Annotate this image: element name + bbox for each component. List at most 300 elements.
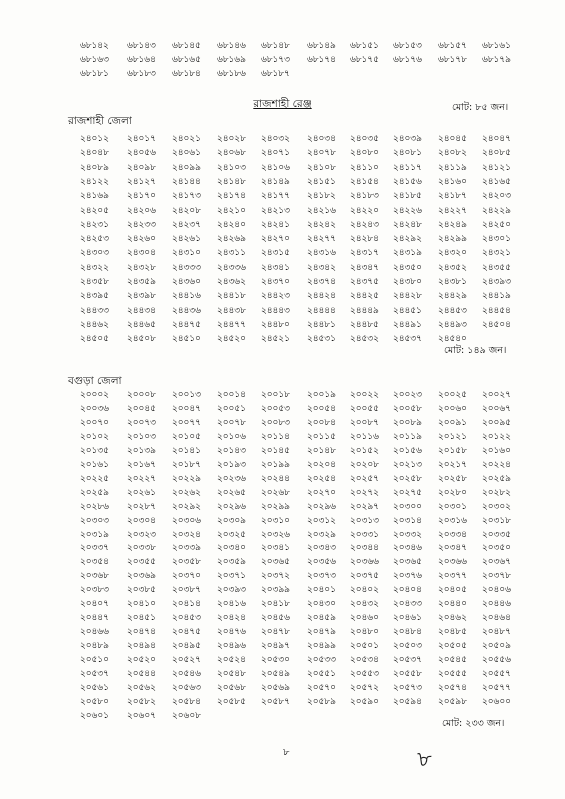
roll-number-cell: ২০৫৫৩ <box>350 668 379 679</box>
roll-number-cell: ২০১৪৫ <box>261 444 290 456</box>
roll-number-cell: ২০৩০১ <box>438 500 467 512</box>
table-row <box>0 527 565 541</box>
roll-number-cell: ২৪১৪৯ <box>261 175 290 187</box>
roll-number-cell: ২৪২৫০ <box>482 218 511 230</box>
roll-number-cell: ২৪২৪১ <box>261 218 290 230</box>
roll-number-cell: ২০৬০১ <box>80 709 109 721</box>
roll-number-cell: ২০৩৫৬ <box>307 556 336 568</box>
roll-number-cell: ২০০১৮ <box>261 389 290 400</box>
table-row <box>0 274 565 288</box>
roll-number-cell: ২০৩৭৬ <box>393 570 422 582</box>
district-heading-bogura: বগুড়া জেলা <box>68 375 122 387</box>
roll-number-cell: ২০২৮৭ <box>127 500 156 512</box>
roll-number-cell: ৬৮১৬৪ <box>127 54 156 65</box>
roll-number-cell: ২০৬০৮ <box>172 709 201 721</box>
roll-number-cell: ২৪২০৬ <box>127 204 156 216</box>
roll-number-cell: ২০৩১৯ <box>80 528 109 540</box>
roll-number-cell: ২০২৯৯ <box>261 500 290 512</box>
table-row <box>0 131 565 145</box>
roll-number-cell: ২৪০৩৪ <box>307 133 336 144</box>
roll-number-cell: ২০০৮৩ <box>261 416 290 428</box>
roll-number-cell: ২৪২৩৭ <box>172 218 201 230</box>
roll-number-cell: ২০৪৮৭ <box>482 626 511 638</box>
roll-number-cell: ২০০১৪ <box>217 389 246 400</box>
roll-number-cell: ২০৩২৪ <box>172 528 201 540</box>
roll-number-cell: ২৪২১৬ <box>307 204 336 216</box>
roll-number-cell: ২০৫৩৪ <box>350 654 379 666</box>
roll-number-cell: ২০৪৬৪ <box>482 612 511 624</box>
roll-number-cell: ২০০৫১ <box>217 402 246 414</box>
roll-number-cell: ২০১০৬ <box>217 430 246 442</box>
roll-number-cell: ২০৩১২ <box>307 514 336 526</box>
roll-number-cell: ২৪৪২৮ <box>393 290 422 302</box>
roll-number-cell: ২৪২৯৯ <box>438 233 467 245</box>
roll-number-cell: ২০৩৪৪ <box>350 542 379 554</box>
roll-number-cell: ২০৪০১ <box>307 584 336 596</box>
roll-number-cell: ২০৩১৩ <box>350 514 379 526</box>
roll-number-cell: ২০১৪১ <box>172 444 201 456</box>
roll-number-cell: ২৪৫১০ <box>172 333 201 345</box>
roll-number-cell: ২০১০৩ <box>127 430 156 442</box>
roll-number-cell: ২০২২৭ <box>127 472 156 484</box>
roll-number-cell: ২৪০৮০ <box>350 147 379 159</box>
roll-number-cell: ২০৪৪৭ <box>80 612 109 624</box>
roll-number-cell: ২৪২৮৪ <box>350 233 379 245</box>
roll-number-cell: ২০০৮৪ <box>307 416 336 428</box>
roll-number-cell: ২৪৫৩৭ <box>393 333 422 345</box>
roll-number-cell: ২০২৮৬ <box>80 500 109 512</box>
roll-number-cell: ২৪১২৭ <box>127 175 156 187</box>
handwritten-initial: ৮ <box>416 746 434 773</box>
roll-number-cell: ২০৫৭৪ <box>438 681 467 693</box>
roll-number-cell: ২০৩৩১ <box>350 528 379 540</box>
roll-number-cell: ২০২৬৮ <box>261 486 290 498</box>
roll-number-cell: ২০৫৬৩ <box>172 681 201 693</box>
roll-number-cell: ২৪০৭১ <box>261 147 290 159</box>
table-row <box>0 680 565 694</box>
roll-number-cell: ২৪০৮৫ <box>482 147 511 159</box>
roll-number-cell: ২৪০৪৫ <box>438 133 467 144</box>
roll-number-cell: ৬৮১৮৭ <box>261 68 290 79</box>
roll-number-cell: ২৪৩০৪ <box>127 247 156 259</box>
roll-number-cell: ২৪২০৩ <box>482 190 511 202</box>
roll-number-cell: ২৪৪৯৩ <box>438 318 467 330</box>
roll-number-cell: ২৪৪২৪ <box>307 290 336 302</box>
roll-number-cell: ২০৪১৪ <box>172 598 201 610</box>
table-row <box>0 415 565 429</box>
roll-number-cell: ২৪০৭৮ <box>307 147 336 159</box>
roll-number-cell: ২০০৯১ <box>438 416 467 428</box>
roll-number-cell: ২৪১১৭ <box>393 161 422 173</box>
roll-number-cell: ৬৮১৭৪ <box>307 54 336 65</box>
roll-number-cell: ২৪৩৯৫ <box>80 290 109 302</box>
roll-number-cell: ২০২৮০ <box>438 486 467 498</box>
roll-number-cell: ২০০০৮ <box>127 389 156 400</box>
roll-number-cell: ২০৪৭৪ <box>127 626 156 638</box>
roll-number-cell: ২৪৩৫৮ <box>80 276 109 287</box>
roll-number-cell: ২৪০৩২ <box>261 133 290 144</box>
roll-number-cell: ২৪৫৪০ <box>438 333 467 345</box>
roll-number-cell: ২৪১৫৬ <box>393 175 422 187</box>
roll-number-cell: ২৪২১৩ <box>261 204 290 216</box>
table-row <box>0 638 565 652</box>
roll-number-cell: ২৪৪৪৪ <box>307 304 336 316</box>
range-heading-text: রাজশাহী রেঞ্জ <box>253 98 312 110</box>
roll-number-cell: ২৪৫০৪ <box>482 318 511 330</box>
table-row <box>0 540 565 554</box>
roll-number-cell: ২০৩৫৯ <box>217 556 246 568</box>
roll-number-cell: ২০২২৫ <box>80 472 109 484</box>
roll-number-cell: ২০৪৬২ <box>438 612 467 624</box>
table-row <box>0 694 565 708</box>
table-row <box>0 596 565 610</box>
roll-number-cell: ৬৮১৪৯ <box>307 40 336 51</box>
roll-number-cell: ২০৩১৪ <box>393 514 422 526</box>
roll-number-cell: ২৪৩৫৫ <box>482 261 511 273</box>
roll-number-cell: ২৪৩২৮ <box>127 261 156 273</box>
roll-number-cell: ২০৪০৪ <box>393 584 422 596</box>
roll-number-cell: ২৪৩৩৬ <box>217 261 246 273</box>
roll-number-cell: ২৪৩৩৩ <box>172 261 201 273</box>
roll-number-cell: ২৪৪৫৪ <box>482 304 511 316</box>
roll-number-cell: ২৪০১২ <box>80 133 109 144</box>
roll-number-cell: ২০৩৬৫ <box>393 556 422 568</box>
roll-number-cell: ২০৫৫৮ <box>393 668 422 679</box>
roll-number-cell: ২০৩৩৫ <box>482 528 511 540</box>
roll-number-cell: ২০২৯৬ <box>307 500 336 512</box>
roll-number-cell: ২০৫৮০ <box>80 695 109 707</box>
roll-number-cell: ২০৩৭৩ <box>307 570 336 582</box>
roll-number-cell: ২০২৩৬ <box>217 472 246 484</box>
roll-number-cell: ২৪০৯৮ <box>127 161 156 173</box>
roll-number-cell: ২০০৫৪ <box>307 402 336 414</box>
page-number: ৮ <box>283 747 290 758</box>
roll-number-cell: ২০৫৩৭ <box>393 654 422 666</box>
roll-number-cell: ২৪০৬৮ <box>217 147 246 159</box>
roll-number-cell: ২৪২৪৯ <box>438 218 467 230</box>
roll-number-cell: ২০৩৮৫ <box>127 584 156 596</box>
roll-number-cell: ২০৫৮৯ <box>307 695 336 707</box>
roll-number-cell: ২০৪৪৬ <box>482 598 511 610</box>
roll-number-cell: ২০৩০৪ <box>127 514 156 526</box>
roll-number-cell: ২০৪৬০ <box>350 612 379 624</box>
roll-number-cell: ২০৩৭৮ <box>482 570 511 582</box>
roll-number-cell: ২৪৩৬০ <box>172 276 201 287</box>
roll-number-cell: ২৪২৬০ <box>127 233 156 245</box>
roll-number-cell: ২০৫৯৪ <box>393 695 422 707</box>
roll-number-cell: ৬৮১৮৬ <box>217 68 246 79</box>
roll-number-cell: ২০৫৪৫ <box>438 654 467 666</box>
roll-number-cell: ২০২৬৫ <box>217 486 246 498</box>
roll-number-cell: ২০২৪৪ <box>261 472 290 484</box>
roll-number-cell: ২০০১৯ <box>307 389 336 400</box>
roll-number-cell: ২০৪৩২ <box>350 598 379 610</box>
roll-number-cell: ২০৩৬৬ <box>350 556 379 568</box>
roll-number-cell: ২০৩২৬ <box>261 528 290 540</box>
roll-number-cell: ২৪০৯৯ <box>172 161 201 173</box>
roll-number-cell: ২০৫৭৭ <box>482 681 511 693</box>
roll-number-cell: ২৪১৭৩ <box>172 190 201 202</box>
roll-number-cell: ২৪১৫৪ <box>350 175 379 187</box>
roll-number-cell: ২০৪৩০ <box>307 598 336 610</box>
roll-number-cell: ২৪১৪৮ <box>217 175 246 187</box>
roll-number-cell: ২৪৪৭৫ <box>172 318 201 330</box>
roll-number-cell: ২০৩৬৯ <box>127 570 156 582</box>
roll-number-cell: ২০৪৯৭ <box>261 640 290 652</box>
roll-number-cell: ২০৩৫৪ <box>80 556 109 568</box>
roll-number-cell: ২০৪৯৪ <box>127 640 156 652</box>
table-row <box>0 471 565 485</box>
roll-number-cell: ২০৩০৯ <box>217 514 246 526</box>
roll-number-cell: ২০৩২৩ <box>127 528 156 540</box>
table-row <box>0 245 565 259</box>
roll-number-cell: ২০৫৮৭ <box>261 695 290 707</box>
roll-number-cell: ২৪২৪২ <box>307 218 336 230</box>
roll-number-cell: ২৪৪৪৩ <box>261 304 290 316</box>
roll-number-cell: ২৪৩৭৪ <box>307 276 336 287</box>
roll-number-cell: ২৪১৮৫ <box>393 190 422 202</box>
roll-number-cell: ২৪২২৯ <box>482 204 511 216</box>
roll-number-cell: ২০০২৫ <box>438 389 467 400</box>
roll-number-cell: ২০৩৬৮ <box>80 570 109 582</box>
roll-number-cell: ২০১৫৬ <box>393 444 422 456</box>
roll-number-cell: ২৪৪৮১ <box>307 318 336 330</box>
roll-number-cell: ২৪৩৫০ <box>393 261 422 273</box>
roll-number-cell: ২০২১৩ <box>393 458 422 470</box>
roll-number-cell: ২০০৬৭ <box>482 402 511 414</box>
roll-number-cell: ২০২৭০ <box>307 486 336 498</box>
table-row <box>0 174 565 188</box>
roll-number-cell: ২৪৩২১ <box>482 247 511 259</box>
roll-number-cell: ২০৩৭৫ <box>350 570 379 582</box>
roll-number-cell: ৬৮১৪৩ <box>127 40 156 51</box>
roll-number-cell: ২৪২০৮ <box>172 204 201 216</box>
roll-number-cell: ২৪৪৬২ <box>80 318 109 330</box>
roll-number-cell: ২৪০৬১ <box>172 147 201 159</box>
section-bogura-total: মোট: ২৩৩ জন। <box>442 718 505 729</box>
roll-number-cell: ২০৩০২ <box>482 500 511 512</box>
roll-number-cell: ২৪১৮৩ <box>350 190 379 202</box>
roll-number-cell: ২০০২৩ <box>393 389 422 400</box>
roll-number-cell: ২০৫৪৮ <box>217 668 246 679</box>
table-row <box>0 652 565 666</box>
roll-number-cell: ২৪৩১০ <box>172 247 201 259</box>
roll-number-cell: ২০১৫৮ <box>438 444 467 456</box>
table-row <box>0 52 565 66</box>
roll-number-cell: ২৪৩২০ <box>438 247 467 259</box>
roll-number-cell: ২০৫০১ <box>350 640 379 652</box>
roll-number-cell: ২০১১৬ <box>350 430 379 442</box>
roll-number-cell: ২৪৩০৩ <box>80 247 109 259</box>
roll-number-cell: ২৪৪৯১ <box>393 318 422 330</box>
roll-number-cell: ২০১৩৫ <box>80 444 109 456</box>
roll-number-cell: ২৪১৭০ <box>127 190 156 202</box>
roll-number-cell: ২০৩৬৬ <box>438 556 467 568</box>
roll-number-cell: ৬৮১৪২ <box>80 40 109 51</box>
roll-number-cell: ২০৪৬১ <box>393 612 422 624</box>
roll-number-cell: ২০৩৯৩ <box>217 584 246 596</box>
roll-number-cell: ২৪১০৬ <box>261 161 290 173</box>
roll-number-cell: ৬৮১৬৯ <box>217 54 246 65</box>
roll-number-cell: ২০৩৭০ <box>172 570 201 582</box>
roll-number-cell: ২৪৪৩৬ <box>172 304 201 316</box>
roll-number-cell: ২৪৩৪২ <box>307 261 336 273</box>
roll-number-cell: ২৪১০৮ <box>307 161 336 173</box>
roll-number-cell: ২০৩০৬ <box>172 514 201 526</box>
roll-number-cell: ২৪০৩৫ <box>350 133 379 144</box>
roll-number-cell: ২০৪৯৯ <box>307 640 336 652</box>
table-row <box>0 457 565 471</box>
table-row <box>0 188 565 202</box>
roll-number-cell: ২০২৯৭ <box>350 500 379 512</box>
roll-number-cell: ৬৮১৭৩ <box>261 54 290 65</box>
roll-number-cell: ২৪৩১৫ <box>261 247 290 259</box>
roll-number-cell: ৬৮১৪৬ <box>217 40 246 51</box>
roll-number-cell: ২০৫২৭ <box>172 654 201 666</box>
roll-number-cell: ২৪৫০৫ <box>80 333 109 345</box>
roll-number-cell: ২০৪১৮ <box>261 598 290 610</box>
roll-number-cell: ২০০১৩ <box>172 389 201 400</box>
roll-number-cell: ২৪২৭০ <box>261 233 290 245</box>
roll-number-cell: ২০২৫৯ <box>80 486 109 498</box>
roll-number-cell: ২০৫৭০ <box>307 681 336 693</box>
roll-number-cell: ২৪৩১১ <box>217 247 246 259</box>
roll-number-cell: ২৪১১৯ <box>438 161 467 173</box>
roll-number-cell: ২০০৫৫ <box>350 402 379 414</box>
roll-number-cell: ২০০৭৩ <box>127 416 156 428</box>
roll-number-cell: ২০১৬১ <box>80 458 109 470</box>
roll-number-cell: ২০৩২৯ <box>307 528 336 540</box>
roll-number-cell: ২০৩৫৮ <box>172 556 201 568</box>
roll-number-cell: ২৪১৭৪ <box>217 190 246 202</box>
roll-number-cell: ২০১১৫ <box>307 430 336 442</box>
roll-number-cell: ২৪৪২৫ <box>350 290 379 302</box>
table-row <box>0 401 565 415</box>
table-row <box>0 145 565 159</box>
roll-number-cell: ২০৫৭৩ <box>393 681 422 693</box>
roll-number-cell: ২০১০২ <box>80 430 109 442</box>
roll-number-cell: ২৪২৪৮ <box>393 218 422 230</box>
table-row <box>0 485 565 499</box>
district-heading-rajshahi: রাজশাহী জেলা <box>68 115 132 127</box>
roll-number-cell: ২০২৫৮ <box>393 472 422 484</box>
roll-number-cell: ২০৪৭৯ <box>307 626 336 638</box>
roll-number-cell: ২৪৩৪৭ <box>350 261 379 273</box>
roll-number-cell: ২০৫৩৩ <box>307 654 336 666</box>
roll-number-cell: ২০১৯৩ <box>217 458 246 470</box>
roll-number-cell: ২০২০৮ <box>350 458 379 470</box>
roll-number-cell: ২০২৫৯ <box>482 472 511 484</box>
roll-number-cell: ২৪৩৫৯ <box>127 276 156 287</box>
roll-number-cell: ২০২৫৪ <box>307 472 336 484</box>
roll-number-cell: ২৪২২৬ <box>393 204 422 216</box>
roll-number-cell: ২৪১০৩ <box>217 161 246 173</box>
section-continuation-total: মোট: ৮৫ জন। <box>452 102 509 113</box>
roll-number-cell: ২৪৩৮১ <box>438 276 467 287</box>
roll-number-cell: ২০৬০৭ <box>127 709 156 721</box>
roll-number-cell: ২০০০২ <box>80 389 109 400</box>
roll-number-cell: ২০৩৩২ <box>393 528 422 540</box>
roll-number-cell: ২৪০৪৭ <box>482 133 511 144</box>
range-heading <box>0 97 565 114</box>
roll-number-cell: ২০৫৭২ <box>350 681 379 693</box>
roll-number-cell: ২০৩৬৭ <box>482 556 511 568</box>
roll-number-cell: ২৪৪১৯ <box>482 290 511 302</box>
roll-number-cell: ২০৫৯০ <box>350 695 379 707</box>
roll-number-cell: ২০৩৭২ <box>261 570 290 582</box>
table-row <box>0 666 565 680</box>
roll-number-cell: ২০৪৮০ <box>350 626 379 638</box>
roll-number-cell: ২০৫৫৭ <box>482 668 511 679</box>
table-row <box>0 499 565 513</box>
roll-number-cell: ২০১৫২ <box>350 444 379 456</box>
roll-number-cell: ২৪৩৭০ <box>261 276 290 287</box>
roll-number-cell: ২০২১৭ <box>438 458 467 470</box>
roll-number-cell: ২৪২০৫ <box>80 204 109 216</box>
roll-number-cell: ২৪২২৭ <box>438 204 467 216</box>
roll-number-cell: ২০৪৮৪ <box>393 626 422 638</box>
roll-number-cell: ২০০৭৮ <box>217 416 246 428</box>
roll-number-cell: ২০৩৩৭ <box>80 542 109 554</box>
roll-number-cell: ৬৮১৭৬ <box>393 54 422 65</box>
roll-number-cell: ২৪৪৮০ <box>261 318 290 330</box>
roll-number-cell: ৬৮১৪৮ <box>261 40 290 51</box>
roll-number-cell: ৬৮১৬১ <box>482 40 511 51</box>
roll-number-cell: ৬৮১৪৫ <box>172 40 201 51</box>
roll-number-cell: ২৪১৬০ <box>438 175 467 187</box>
table-row <box>0 513 565 527</box>
table-row <box>0 568 565 582</box>
roll-number-cell: ২০৪৮৯ <box>80 640 109 652</box>
roll-number-cell: ২০২৭৫ <box>393 486 422 498</box>
roll-number-cell: ২৪১৫১ <box>307 175 336 187</box>
roll-number-cell: ২০২৫৮ <box>438 472 467 484</box>
roll-number-cell: ২০০৮৯ <box>393 416 422 428</box>
roll-number-cell: ২০০৬০ <box>438 402 467 414</box>
roll-number-cell: ৬৮১৬৩ <box>80 54 109 65</box>
roll-number-cell: ২০২২৯ <box>172 472 201 484</box>
roll-number-cell: ২০৪২৪ <box>217 612 246 624</box>
roll-number-cell: ২০০৫৩ <box>261 402 290 414</box>
roll-number-cell: ২০২৭২ <box>350 486 379 498</box>
table-row <box>0 260 565 274</box>
roll-number-cell: ২৪০৮১ <box>393 147 422 159</box>
roll-number-cell: ২০৩৬৫ <box>261 556 290 568</box>
roll-number-cell: ২০৫৯৮ <box>438 695 467 707</box>
roll-number-cell: ২০১১৯ <box>393 430 422 442</box>
roll-number-cell: ২০৫৫৫ <box>438 668 467 679</box>
roll-number-cell: ২০৪০৬ <box>482 584 511 596</box>
roll-number-cell: ৬৮১৮১ <box>80 68 109 79</box>
roll-number-cell: ২০৪৮৫ <box>438 626 467 638</box>
roll-number-cell: ২০৩৪০ <box>217 542 246 554</box>
roll-number-cell: ২০৫৫১ <box>307 668 336 679</box>
roll-number-cell: ২০৩৭১ <box>217 570 246 582</box>
roll-number-cell: ২০৩৫৫ <box>127 556 156 568</box>
roll-number-cell: ২৪৩২২ <box>80 261 109 273</box>
roll-number-cell: ২৪২৪৩ <box>350 218 379 230</box>
roll-number-cell: ২৪২৫৩ <box>80 233 109 245</box>
roll-number-cell: ২৪৪৩৩ <box>80 304 109 316</box>
roll-number-cell: ২৪২৭৭ <box>307 233 336 245</box>
roll-number-cell: ২০৩৪৭ <box>438 542 467 554</box>
roll-number-cell: ২০৩১০ <box>261 514 290 526</box>
roll-number-cell: ২০১৬০ <box>482 444 511 456</box>
roll-number-cell: ২০০৪৫ <box>127 402 156 414</box>
roll-number-cell: ৬৮১৭৮ <box>438 54 467 65</box>
roll-number-cell: ৬৮১৮৪ <box>172 68 201 79</box>
roll-number-cell: ২৪৩০১ <box>482 233 511 245</box>
